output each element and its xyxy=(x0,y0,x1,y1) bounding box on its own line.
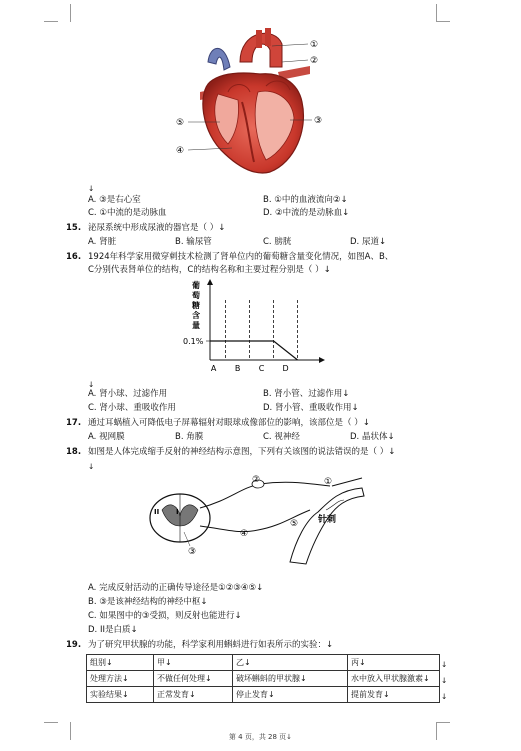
q18-option-c: C. 如果图中的③受损，则反射也能进行↓ xyxy=(88,611,242,621)
table-cell: 停止发育↓ xyxy=(233,687,348,703)
table-cell: 甲↓ xyxy=(154,655,233,671)
q15-number: 15. xyxy=(66,223,82,233)
table-row xyxy=(87,655,440,671)
x-axis-arrow xyxy=(319,357,325,363)
crop-mark xyxy=(58,4,71,22)
q16-stem-line2: C分别代表肾单位的结构，C的结构名称和主要过程分别是（ ）↓ xyxy=(88,265,331,275)
series-line xyxy=(210,341,298,360)
table-cell: 提前发育↓ xyxy=(348,687,440,703)
crop-mark xyxy=(436,722,450,723)
chart-ylabel xyxy=(191,280,200,330)
heart-label-2: ② xyxy=(310,56,319,66)
crop-mark xyxy=(436,4,449,22)
needle-label: 针刺 xyxy=(318,515,337,525)
heart-label-3: ③ xyxy=(314,116,323,126)
q18-number: 18. xyxy=(66,447,82,457)
paragraph-mark: ↓ xyxy=(88,462,95,471)
label-I: I xyxy=(176,508,179,516)
q17-option-b: B. 角膜 xyxy=(175,432,204,442)
heart-label-4: ④ xyxy=(176,146,185,156)
q18-option-d: D. II是白质↓ xyxy=(88,625,138,635)
ylabel-char: 量 xyxy=(192,321,200,330)
x-tick-label: C xyxy=(258,364,265,373)
ylabel-char: 含 xyxy=(192,311,200,320)
q15-option-c: C. 膀胱 xyxy=(263,237,292,247)
q14-option-a: A. ③是右心室 xyxy=(88,195,141,205)
table-cell: 处理方法↓ xyxy=(87,671,154,687)
y-tick-label: 0.1% xyxy=(183,337,204,346)
row-end-mark: ↓ xyxy=(441,676,448,685)
x-tick-label: B xyxy=(234,364,241,373)
q19-stem: 为了研究甲状腺的功能，科学家利用蝌蚪进行如表所示的实验：↓ xyxy=(88,640,334,650)
row-end-mark: ↓ xyxy=(441,692,448,701)
table-cell: 实验结果↓ xyxy=(87,687,154,703)
row-end-mark: ↓ xyxy=(441,660,448,669)
q15-option-b: B. 输尿管 xyxy=(175,237,212,247)
x-tick-label: A xyxy=(210,364,217,373)
reflex-label-1: ① xyxy=(324,477,333,487)
table-cell: 破坏蝌蚪的甲状腺↓ xyxy=(233,671,348,687)
q15-option-d: D. 尿道↓ xyxy=(350,237,387,247)
q17-option-c: C. 视神经 xyxy=(263,432,300,442)
q16-number: 16. xyxy=(66,252,82,262)
table-cell: 不做任何处理↓ xyxy=(154,671,233,687)
table-cell: 组别↓ xyxy=(87,655,154,671)
table-row xyxy=(87,671,440,687)
ylabel-char: 葡 xyxy=(192,281,200,290)
q18-stem: 如图是人体完成缩手反射的神经结构示意图，下列有关该图的说法错误的是（ ）↓ xyxy=(88,447,396,457)
reflex-arc-diagram xyxy=(140,470,370,570)
q15-stem: 泌尿系统中形成尿液的器官是（ ）↓ xyxy=(88,223,226,233)
reflex-label-4: ④ xyxy=(240,529,249,539)
q14-option-d: D. ②中流的是动脉血↓ xyxy=(263,208,350,218)
heart-diagram xyxy=(170,22,330,182)
heart-label-1: ① xyxy=(310,40,319,50)
q17-stem: 通过耳蜗植入可降低电子屏幕辐射对眼球成像部位的影响，该部位是（ ）↓ xyxy=(88,418,370,428)
experiment-table xyxy=(86,654,440,703)
q16-option-c: C. 肾小球、重吸收作用 xyxy=(88,403,176,413)
table-row xyxy=(87,687,440,703)
table-cell: 水中放入甲状腺激素↓ xyxy=(348,671,440,687)
ylabel-char: 萄 xyxy=(192,291,200,300)
y-axis-arrow xyxy=(207,279,213,285)
q14-option-c: C. ①中流的是动脉血 xyxy=(88,208,167,218)
q16-option-d: D. 肾小管、重吸收作用↓ xyxy=(263,403,359,413)
q15-option-a: A. 肾脏 xyxy=(88,237,117,247)
glucose-chart xyxy=(176,278,326,378)
q14-option-b: B. ①中的血液流向②↓ xyxy=(263,195,348,205)
q18-option-b: B. ③是该神经结构的神经中枢↓ xyxy=(88,597,208,607)
table-cell: 乙↓ xyxy=(233,655,348,671)
q16-option-b: B. 肾小管、过滤作用↓ xyxy=(263,389,350,399)
q16-stem-line1: 1924年科学家用微穿刺技术检测了肾单位内的葡萄糖含量变化情况，如图A、B、 xyxy=(88,252,394,262)
q18-option-a: A. 完成反射活动的正确传导途径是①②③④⑤↓ xyxy=(88,583,264,593)
reflex-label-5: ⑤ xyxy=(290,519,299,529)
heart-label-5: ⑤ xyxy=(176,118,185,128)
crop-mark xyxy=(44,722,58,723)
paragraph-mark: ↓ xyxy=(88,380,95,389)
x-tick-label: D xyxy=(282,364,289,373)
q17-option-a: A. 视网膜 xyxy=(88,432,125,442)
q17-option-d: D. 晶状体↓ xyxy=(350,432,395,442)
q17-number: 17. xyxy=(66,418,82,428)
crop-mark xyxy=(44,21,58,22)
ylabel-char: 糖 xyxy=(192,301,200,310)
reflex-label-3: ③ xyxy=(188,547,197,557)
q16-option-a: A. 肾小球、过滤作用 xyxy=(88,389,168,399)
page-footer: 第 4 页，共 28 页↓ xyxy=(228,733,293,741)
paragraph-mark: ↓ xyxy=(88,184,95,193)
reflex-label-2: ② xyxy=(252,475,261,485)
table-cell: 正常发育↓ xyxy=(154,687,233,703)
crop-mark xyxy=(436,21,450,22)
q19-number: 19. xyxy=(66,640,82,650)
label-II: II xyxy=(154,508,160,516)
table-cell: 丙↓ xyxy=(348,655,440,671)
